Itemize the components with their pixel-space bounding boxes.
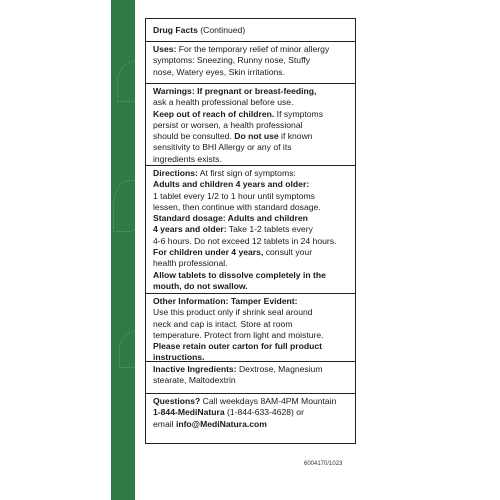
inactive-ingredients-label: Inactive Ingredients: xyxy=(153,364,237,374)
lot-code: 6004170/1023 xyxy=(304,461,343,467)
inactive-ingredients-text: Dextrose, Magnesium stearate, Maltodextrin xyxy=(153,364,323,386)
directions-standard-text: Take 1-2 tablets every 4-6 hours. Do not exceed 12 tablets in 24 hours. xyxy=(153,224,337,246)
uses-label: Uses: xyxy=(153,44,177,54)
directions-label: Directions: xyxy=(153,168,198,178)
other-information-text: Use this product only if shrink seal around neck and cap is intact. Store at room temperature. Protect from light and moisture. xyxy=(153,307,324,340)
other-information-retain: Please retain outer carton for full product instructions. xyxy=(153,341,323,363)
warnings-pregnant-text: ask a health professional before use. xyxy=(153,97,294,108)
drug-facts-title: Drug Facts xyxy=(153,25,198,35)
uses-section xyxy=(146,41,355,78)
questions-section xyxy=(146,393,355,430)
questions-label: Questions? xyxy=(153,396,201,406)
warnings-children: Keep out of reach of children. xyxy=(153,108,275,119)
directions-dissolve: Allow tablets to dissolve completely in the mouth, do not swallow. xyxy=(153,269,326,291)
directions-intro: At first sign of symptoms: xyxy=(199,168,296,178)
warnings-pregnant: Warnings: If pregnant or breast-feeding, xyxy=(153,86,317,96)
other-information-label: Other Information: Tamper Evident: xyxy=(153,296,298,306)
warnings-section xyxy=(146,83,355,165)
questions-text: Call weekdays 8AM-4PM Mountain xyxy=(202,396,337,406)
drug-facts-box xyxy=(145,18,356,444)
directions-standard: Standard dosage: Adults and children 4 years and older: xyxy=(153,213,308,235)
uses-text: For the temporary relief of minor allergy symptoms: Sneezing, Runny nose, Stuffy nose, Watery eyes, Skin irritations. xyxy=(153,44,330,77)
warnings-children-text: If symptoms persist or worsen, a health professional should be consulted. xyxy=(153,108,324,142)
questions-email: info@MediNatura.com xyxy=(175,418,267,429)
inactive-ingredients-section xyxy=(146,361,355,387)
directions-under-4: For children under 4 years, xyxy=(153,247,264,258)
directions-under-4-text: consult your health professional. xyxy=(153,247,313,269)
warnings-do-not-use: Do not use xyxy=(234,131,279,142)
drug-facts-header xyxy=(146,25,249,36)
directions-adults: Adults and children 4 years and older: xyxy=(153,179,310,190)
warnings-do-not-use-text: if known sensitivity to BHI Allergy or any of its ingredients exists. xyxy=(153,131,313,164)
questions-phone: 1-844-MediNatura xyxy=(153,407,225,418)
drug-facts-title-suffix: (Continued) xyxy=(197,25,246,35)
other-information-section xyxy=(146,293,355,364)
questions-phone-text: (1-844-633-4628) or email xyxy=(153,407,304,429)
directions-adults-text: 1 tablet every 1/2 to 1 hour until symptoms lessen, then continue with standard dosage. xyxy=(153,190,321,212)
directions-section xyxy=(146,165,355,292)
